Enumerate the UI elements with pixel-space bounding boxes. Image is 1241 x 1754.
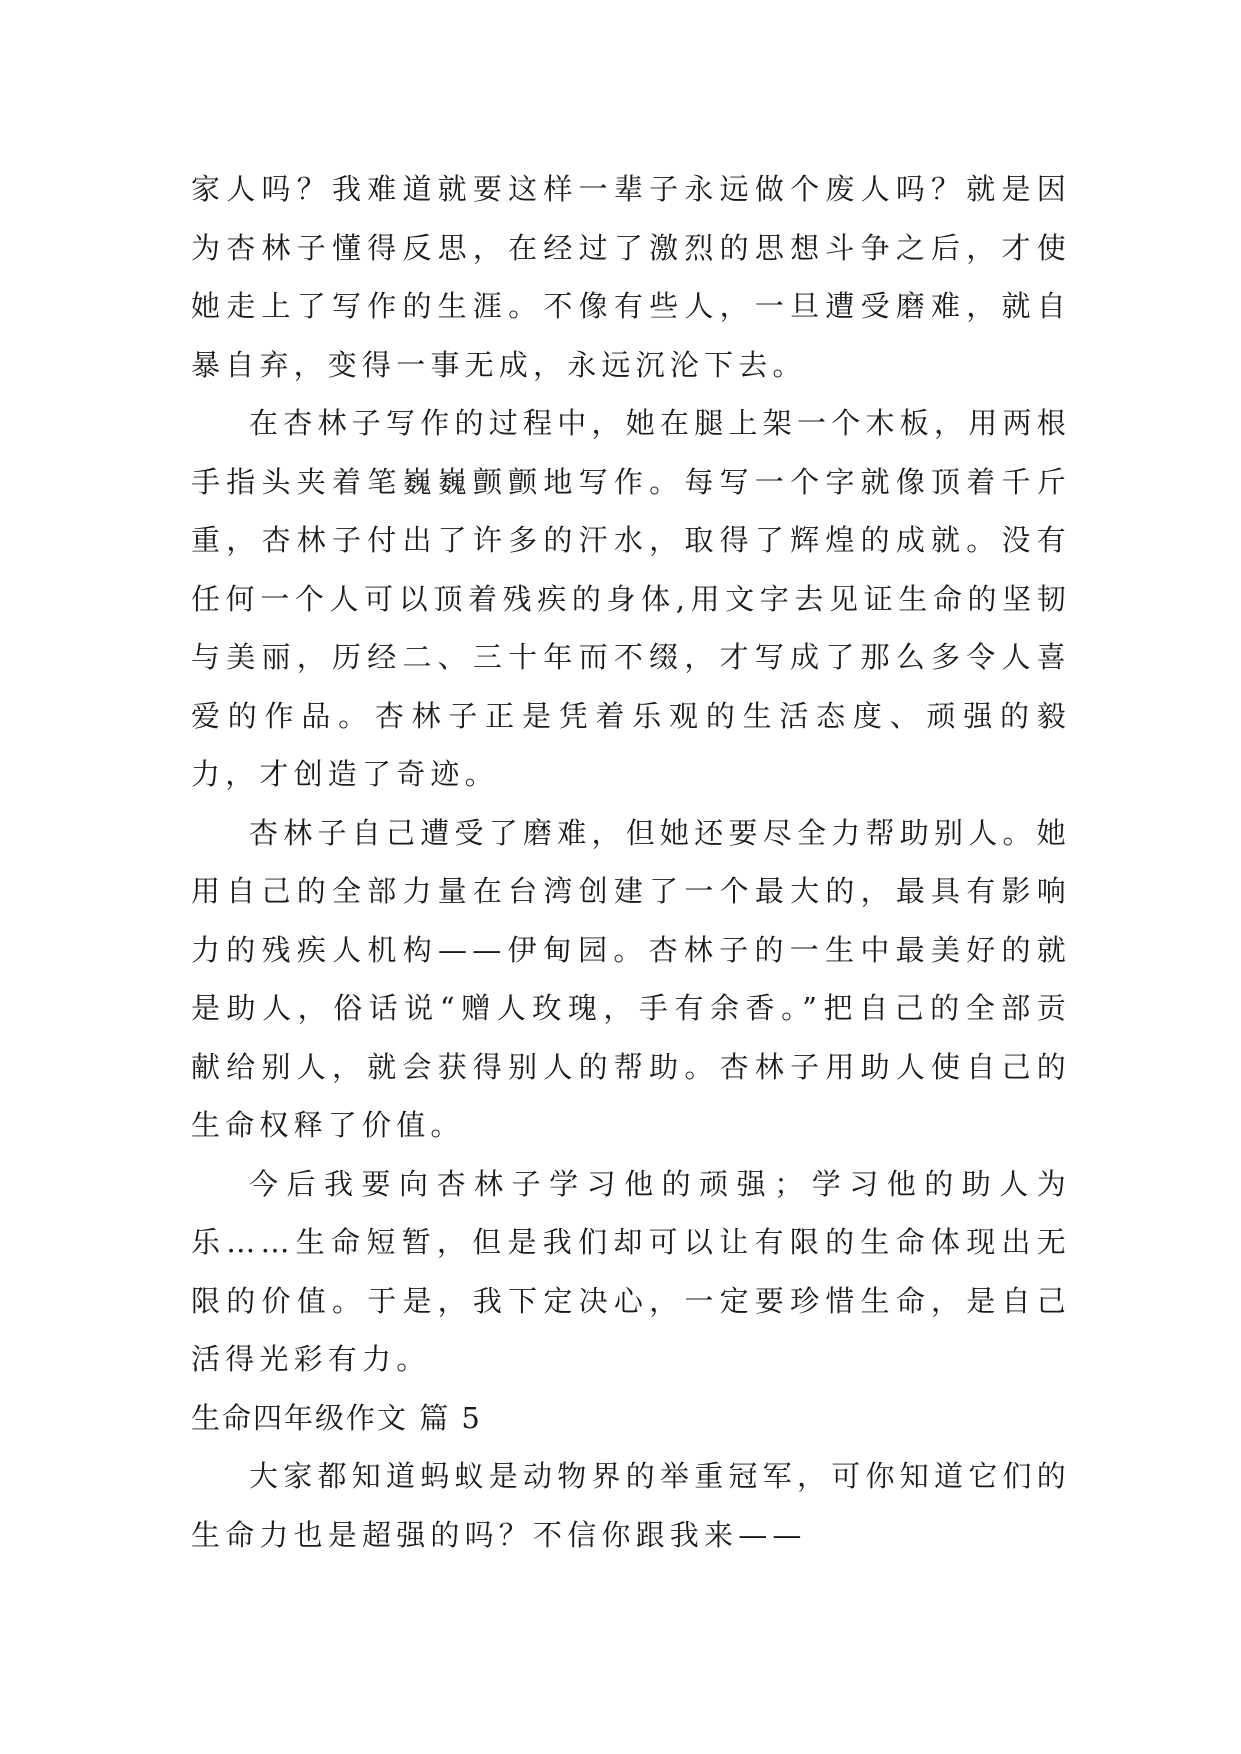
section-heading: 生命四年级作文 篇 5 (191, 1400, 482, 1435)
document-body (191, 160, 1071, 1564)
paragraph-4: 今后我要向杏林子学习他的顽强；学习他的助人为乐……生命短暂，但是我们却可以让有限的生命体现出无限的价值。于是，我下定决心，一定要珍惜生命，是自己活得光彩有力。 (191, 1166, 1071, 1376)
paragraph-1: 家人吗？我难道就要这样一辈子永远做个废人吗？就是因为杏林子懂得反思，在经过了激烈的思想斗争之后，才使她走上了写作的生涯。不像有些人，一旦遭受磨难，就自暴自弃，变得一事无成，永远沉沦下去。 (191, 172, 1071, 382)
paragraph-2: 在杏林子写作的过程中，她在腿上架一个木板，用两根手指头夹着笔巍巍颤颤地写作。每写一个字就像顶着千斤重，杏林子付出了许多的汗水，取得了辉煌的成就。没有任何一个人可以顶着残疾的身体,用文字去见证生命的坚韧与美丽，历经二、三十年而不缀，才写成了那么多令人喜爱的作品。杏林子正是凭着乐观的生活态度、顽强的毅力，才创造了奇迹。 (191, 406, 1071, 791)
paragraph-3: 杏林子自己遭受了磨难，但她还要尽全力帮助别人。她用自己的全部力量在台湾创建了一个最大的，最具有影响力的残疾人机构——伊甸园。杏林子的一生中最美好的就是助人，俗话说“赠人玫瑰，手有余香。”把自己的全部贡献给别人，就会获得别人的帮助。杏林子用助人使自己的生命权释了价值。 (191, 815, 1071, 1142)
paragraph-5: 大家都知道蚂蚁是动物界的举重冠军，可你知道它们的生命力也是超强的吗？不信你跟我来—— (191, 1459, 1071, 1552)
